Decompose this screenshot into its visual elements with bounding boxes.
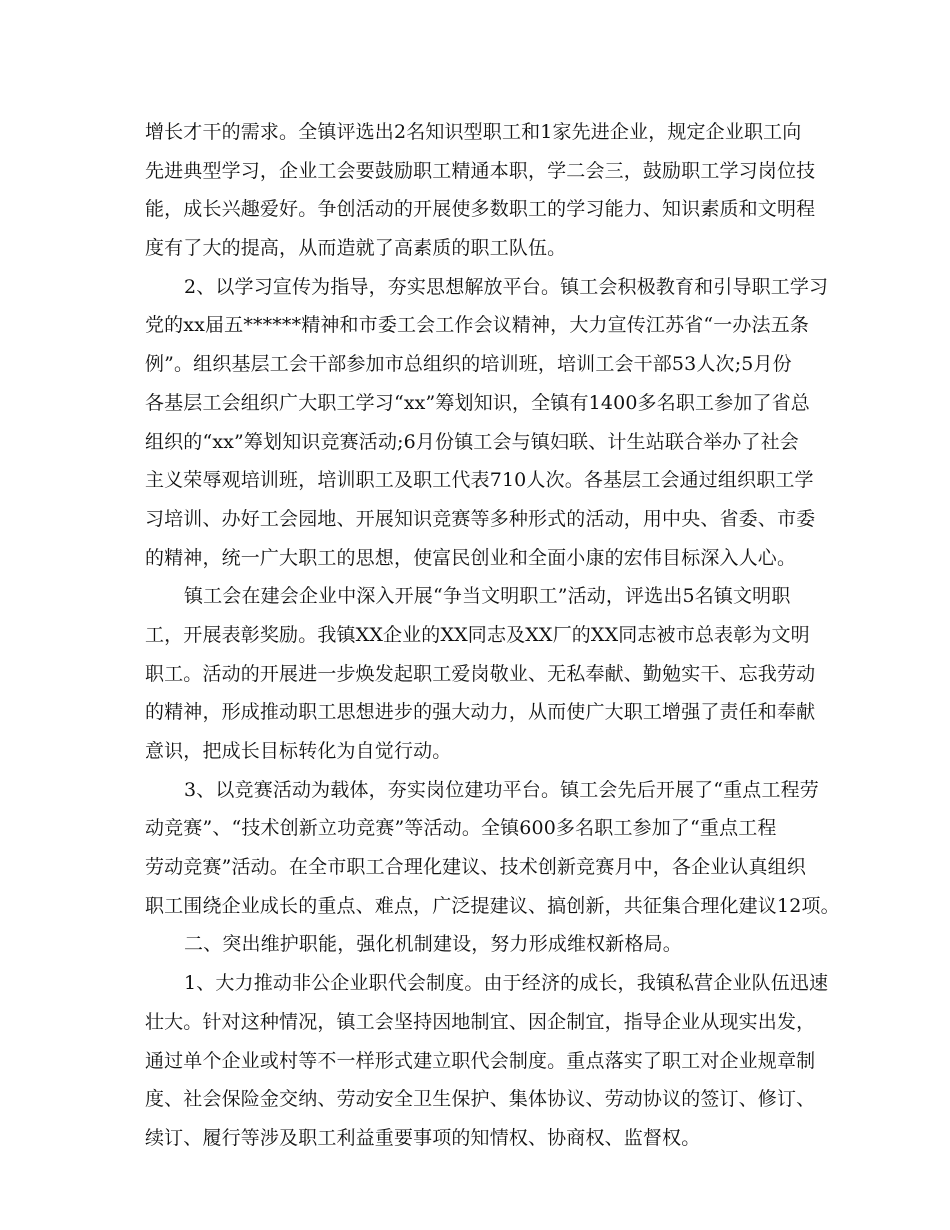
text-line: 劳动竞赛”活动。在全市职工合理化建议、技术创新竞赛月中，各企业认真组织	[145, 856, 806, 879]
text-line: 职工。活动的开展进一步焕发起职工爱岗敬业、无私奉献、勤勉实干、忘我劳动	[145, 662, 816, 685]
text-line: 能，成长兴趣爱好。争创活动的开展使多数职工的学习能力、知识素质和文明程	[145, 198, 816, 221]
text-line: 续订、履行等涉及职工利益重要事项的知情权、协商权、监督权。	[145, 1126, 701, 1149]
text-line: 的精神，形成推动职工思想进步的强大动力，从而使广大职工增强了责任和奉献	[145, 701, 816, 724]
text-line: 度、社会保险金交纳、劳动安全卫生保护、集体协议、劳动协议的签订、修订、	[145, 1088, 816, 1111]
paragraph-first-line: 1、大力推动非公企业职代会制度。由于经济的成长，我镇私营企业队伍迅速	[184, 972, 829, 995]
paragraph-first-line: 镇工会在建会企业中深入开展“争当文明职工”活动，评选出5名镇文明职	[184, 585, 791, 608]
text-line: 壮大。针对这种情况，镇工会坚持因地制宜、因企制宜，指导企业从现实出发，	[145, 1010, 816, 1033]
text-line: 习培训、办好工会园地、开展知识竞赛等多种形式的活动，用中央、省委、市委	[145, 507, 816, 530]
text-line: 党的xx届五******精神和市委工会工作会议精神，大力宣传江苏省“一办法五条	[145, 314, 809, 337]
section-heading: 二、突出维护职能，强化机制建设，努力形成维权新格局。	[184, 933, 682, 956]
document-body	[145, 113, 840, 1158]
text-line: 增长才干的需求。全镇评选出2名知识型职工和1家先进企业，规定企业职工向	[145, 121, 802, 143]
text-line: 先进典型学习，企业工会要鼓励职工精通本职，学二会三，鼓励职工学习岗位技	[145, 159, 816, 182]
text-line: 主义荣辱观培训班，培训职工及职工代表710人次。各基层工会通过组织职工学	[145, 469, 814, 492]
text-line: 的精神，统一广大职工的思想，使富民创业和全面小康的宏伟目标深入人心。	[145, 546, 797, 569]
text-line: 各基层工会组织广大职工学习“xx”筹划知识，全镇有1400多名职工参加了省总	[145, 391, 810, 414]
text-line: 度有了大的提高，从而造就了高素质的职工队伍。	[145, 237, 567, 260]
text-line: 例”。组织基层工会干部参加市总组织的培训班，培训工会干部53人次;5月份	[145, 353, 792, 376]
text-line: 通过单个企业或村等不一样形式建立职代会制度。重点落实了职工对企业规章制	[145, 1049, 816, 1072]
text-line: 工，开展表彰奖励。我镇XX企业的XX同志及XX厂的XX同志被市总表彰为文明	[145, 623, 810, 646]
text-line: 组织的“xx”筹划知识竞赛活动;6月份镇工会与镇妇联、计生站联合举办了社会	[145, 430, 799, 453]
text-line: 意识，把成长目标转化为自觉行动。	[145, 740, 452, 762]
text-line: 职工围绕企业成长的重点、难点，广泛提建议、搞创新，共征集合理化建议12项。	[145, 894, 840, 917]
paragraph-first-line: 2、以学习宣传为指导，夯实思想解放平台。镇工会积极教育和引导职工学习	[184, 275, 829, 298]
text-line: 动竞赛”、“技术创新立功竞赛”等活动。全镇600多名职工参加了“重点工程	[145, 817, 777, 840]
paragraph-first-line: 3、以竞赛活动为载体，夯实岗位建功平台。镇工会先后开展了“重点工程劳	[184, 778, 819, 801]
